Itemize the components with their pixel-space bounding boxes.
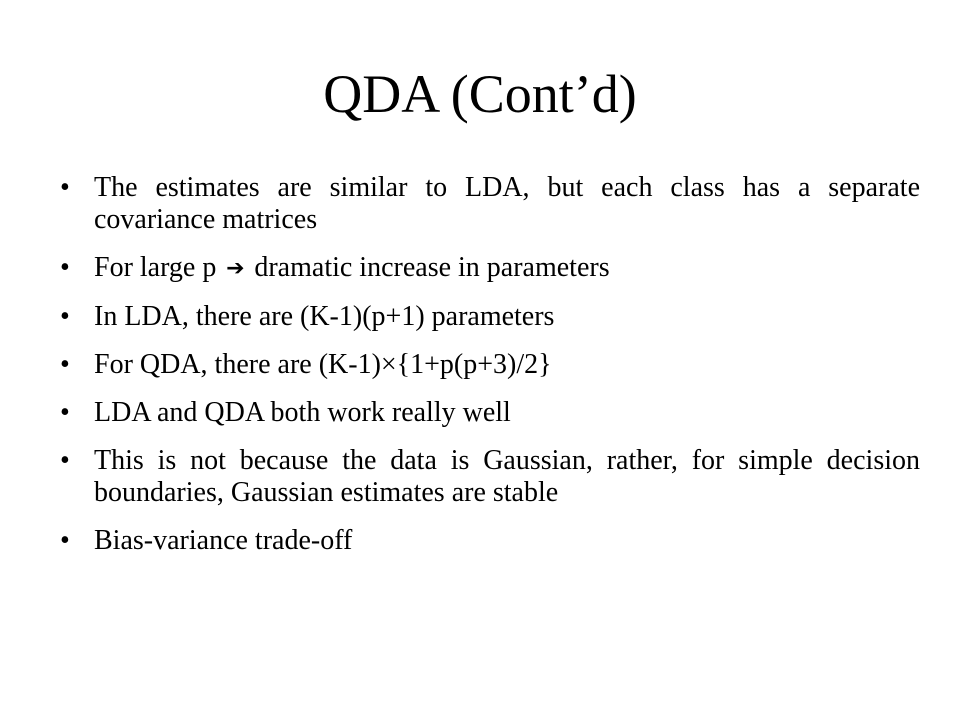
bullet-icon: • <box>60 252 70 283</box>
bullet-text: The estimates are similar to LDA, but each class has a separate covariance matrices <box>94 172 920 235</box>
bullet-text-after-arrow: dramatic increase in parameters <box>247 252 610 283</box>
bullet-text: In LDA, there are (K-1)(p+1) parameters <box>94 301 555 332</box>
bullet-item <box>60 252 920 285</box>
bullet-text: This is not because the data is Gaussian, rather, for simple decision boundaries, Gaussian estimates are stable <box>94 445 920 508</box>
bullet-text: Bias-variance trade-off <box>94 525 353 556</box>
bullet-item <box>60 445 920 509</box>
bullet-item <box>60 525 920 557</box>
bullet-text: LDA and QDA both work really well <box>94 397 511 428</box>
right-arrow-icon: ➔ <box>226 256 245 281</box>
bullet-text-before-arrow: For large p <box>94 252 224 283</box>
bullet-icon: • <box>60 301 70 332</box>
slide-title: QDA (Cont’d) <box>323 64 637 124</box>
bullet-icon: • <box>60 397 70 428</box>
bullet-item <box>60 397 920 429</box>
bullet-item <box>60 349 920 381</box>
bullet-icon: • <box>60 172 70 203</box>
bullet-item <box>60 172 920 236</box>
bullet-text: For QDA, there are (K-1)×{1+p(p+3)/2} <box>94 349 552 380</box>
bullet-list <box>60 172 920 573</box>
bullet-text <box>94 252 920 285</box>
bullet-icon: • <box>60 349 70 380</box>
bullet-item <box>60 301 920 333</box>
bullet-icon: • <box>60 445 70 476</box>
bullet-icon: • <box>60 525 70 556</box>
